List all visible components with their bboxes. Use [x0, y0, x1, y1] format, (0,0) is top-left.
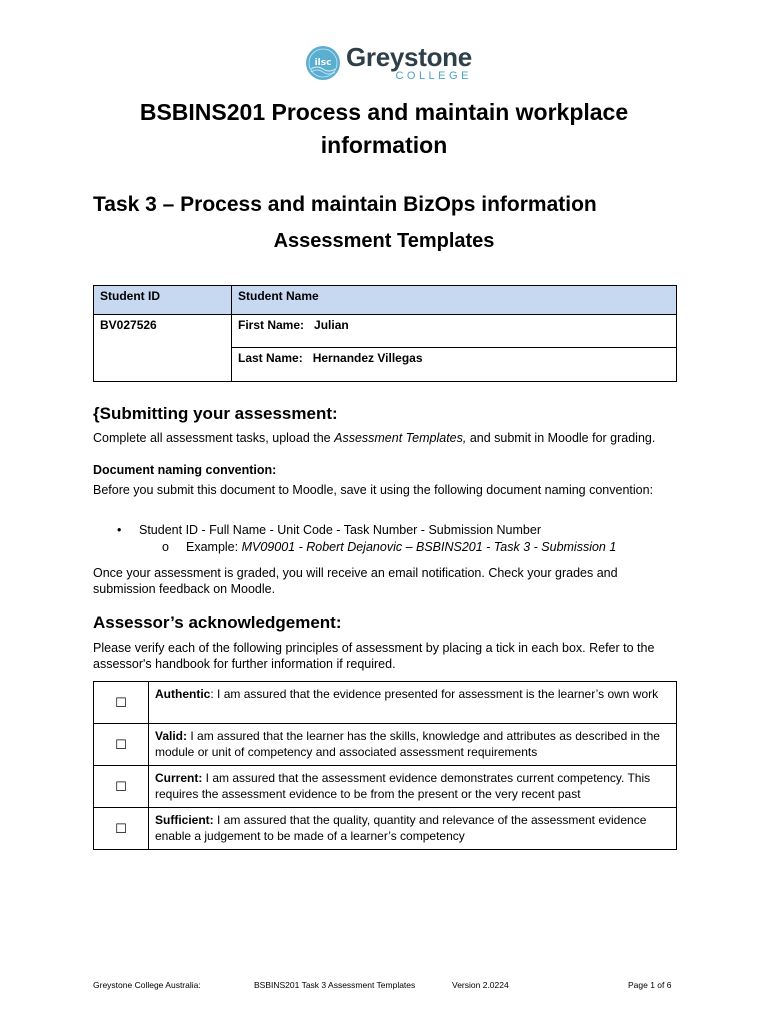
table-row [94, 808, 677, 850]
sufficient-text: Sufficient: I am assured that the quality, quantity and relevance of the assessment evidence enable a judgement to be made of a learner’s competency [149, 808, 677, 850]
acknowledgement-intro: Please verify each of the following principles of assessment by placing a tick in each box. Refer to the assessor's handbook for further information if required. [93, 641, 655, 671]
bullet-icon: • [117, 523, 122, 537]
table-row [94, 766, 677, 808]
current-checkbox[interactable]: ☐ [94, 766, 149, 808]
current-text: Current: I am assured that the assessment evidence demonstrates current competency. This requires the assessment evidence to be from the present or the very recent past [149, 766, 677, 808]
logo-name: Greystone [346, 42, 472, 72]
document-title [90, 96, 678, 162]
valid-text: Valid: I am assured that the learner has the skills, knowledge and attributes as described in the module or unit of competency and associated assessment requirements [149, 724, 677, 766]
naming-convention-text: Before you submit this document to Moodle, save it using the following document naming convention: [93, 483, 654, 497]
acknowledgement-heading: Assessor’s acknowledgement: [93, 613, 342, 632]
last-name-value: Hernandez Villegas [312, 351, 423, 365]
student-name-header: Student Name [232, 286, 677, 315]
submitting-heading: {Submitting your assessment: [93, 404, 338, 423]
student-id-value[interactable]: BV027526 [94, 315, 232, 382]
sufficient-checkbox[interactable]: ☐ [94, 808, 149, 850]
title-line-1: BSBINS201 Process and maintain workplace [139, 99, 629, 125]
task-title: Task 3 – Process and maintain BizOps information [93, 193, 597, 216]
graded-notice: Once your assessment is graded, you will receive an email notification. Check your grades and submission feedback on Moodle. [93, 566, 618, 596]
seal-text: ilsc [314, 58, 332, 68]
example-label: Example: [186, 540, 242, 554]
list-item-text: Student ID - Full Name - Unit Code - Task Number - Submission Number [139, 523, 541, 537]
greystone-logo [305, 43, 472, 83]
subtitle: Assessment Templates [273, 230, 495, 252]
naming-convention-heading: Document naming convention: [93, 463, 277, 477]
title-line-2: information [320, 132, 448, 158]
student-info-table [93, 285, 677, 382]
submitting-paragraph: Complete all assessment tasks, upload the Assessment Templates, and submit in Moodle for grading. [93, 431, 656, 445]
logo-sub: COLLEGE [395, 70, 472, 82]
last-name-cell[interactable] [232, 348, 677, 382]
footer-page-number: Page 1 of 6 [628, 980, 672, 990]
example-filename: MV09001 - Robert Dejanovic – BSBINS201 - Task 3 - Submission 1 [241, 540, 617, 554]
footer-version: Version 2.0224 [452, 980, 509, 990]
student-id-header: Student ID [94, 286, 232, 315]
sub-bullet-icon: o [162, 540, 169, 554]
last-name-label: Last Name: [238, 351, 303, 365]
first-name-cell[interactable] [232, 315, 677, 348]
valid-checkbox[interactable]: ☐ [94, 724, 149, 766]
authentic-text: Authentic: I am assured that the evidence presented for assessment is the learner’s own work [149, 682, 677, 724]
first-name-value: Julian [314, 318, 349, 332]
acknowledgement-table [93, 681, 677, 850]
footer-doc-name: BSBINS201 Task 3 Assessment Templates [254, 980, 416, 990]
authentic-checkbox[interactable]: ☐ [94, 682, 149, 724]
footer-org: Greystone College Australia: [93, 980, 201, 990]
first-name-label: First Name: [238, 318, 305, 332]
table-row [94, 682, 677, 724]
ilsc-seal-icon [305, 45, 341, 81]
sub-list-item [162, 540, 616, 554]
table-row [94, 724, 677, 766]
